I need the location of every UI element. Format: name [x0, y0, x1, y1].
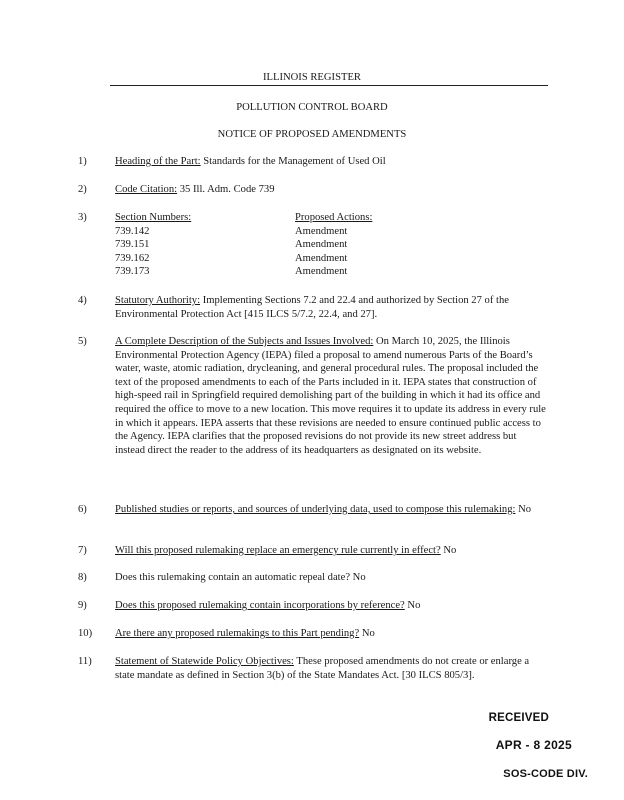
- item-number: 6): [78, 504, 87, 515]
- item-label: Heading of the Part:: [115, 156, 201, 167]
- section-number: 739.162: [115, 252, 150, 264]
- proposed-action: Amendment: [295, 266, 348, 278]
- proposed-action: Amendment: [295, 225, 348, 237]
- proposed-action: Amendment: [295, 252, 348, 264]
- item-text: Standards for the Management of Used Oil: [200, 156, 386, 167]
- item-label: Statutory Authority:: [115, 295, 201, 306]
- section-number: 739.173: [115, 266, 150, 278]
- section-number: 739.151: [115, 239, 150, 251]
- item-text: On March 10, 2025, the Illinois Environmental Protection Agency (IEPA) filed a proposal to amend numerous Parts of the Board’s water, waste, atomic radiation, drycleaning, and general procedural rules. The proposal included the text of the proposed amendments to each of the Parts included in it. IEPA states that construction of high-speed rail in Springfield required demolishing part of the building in which it had its office and required the office to move to a new location. This move requires it to update its address in every rule in which it appears. IEPA asserts that these revisions are needed to ensure continued public access to the Agency. IEPA clarifies that the proposed revisions do not provide its new street address but instead direct the reader to the address of its headquarters as designated on its website.: [115, 336, 546, 456]
- agency-name: POLLUTION CONTROL BOARD: [236, 102, 388, 113]
- proposed-action: Amendment: [295, 239, 348, 251]
- item-text: No: [359, 628, 375, 639]
- item-number: 1): [78, 156, 87, 167]
- item-label: Does this proposed rulemaking contain incorporations by reference?: [115, 600, 405, 611]
- item-label: Statement of Statewide Policy Objectives:: [115, 656, 294, 667]
- item-number: 7): [78, 545, 87, 556]
- item-number: 9): [78, 600, 87, 611]
- item-label: Are there any proposed rulemakings to this Part pending?: [115, 628, 360, 639]
- item-number: 11): [78, 656, 92, 667]
- item-label: Published studies or reports, and sources of underlying data, used to compose this rulemaking:: [115, 504, 516, 515]
- item-number: 5): [78, 336, 87, 347]
- item-text: These proposed amendments do not create or enlarge a state mandate as defined in Section 3(b) of the State Mandates Act. [30 ILCS 805/3].: [115, 656, 530, 681]
- proposed-actions-header: Proposed Actions:: [295, 212, 373, 223]
- item-number: 3): [78, 212, 87, 223]
- item-number: 10): [78, 628, 93, 639]
- item-text: No: [440, 545, 457, 556]
- item-number: 2): [78, 184, 87, 195]
- item-label: Code Citation:: [115, 184, 178, 195]
- header-rule: [110, 85, 548, 86]
- item-number: 4): [78, 295, 87, 306]
- register-title: ILLINOIS REGISTER: [263, 72, 361, 83]
- received-date-stamp: APR - 8 2025: [495, 738, 572, 752]
- item-text: No: [515, 504, 532, 515]
- item-text: 35 Ill. Adm. Code 739: [177, 184, 275, 195]
- division-stamp: SOS-CODE DIV.: [503, 768, 588, 780]
- proposed-actions-column: [295, 211, 495, 279]
- item-label: Will this proposed rulemaking replace an emergency rule currently in effect?: [115, 545, 441, 556]
- item-number: 8): [78, 572, 87, 583]
- received-stamp: RECEIVED: [488, 712, 549, 724]
- item-text: Does this rulemaking contain an automatic repeal date? No: [115, 572, 366, 583]
- section-number: 739.142: [115, 225, 150, 237]
- item-text: No: [404, 600, 421, 611]
- notice-title: NOTICE OF PROPOSED AMENDMENTS: [217, 129, 407, 140]
- section-numbers-header: Section Numbers:: [115, 212, 192, 223]
- section-numbers-column: [115, 211, 295, 279]
- item-text: Implementing Sections 7.2 and 22.4 and authorized by Section 27 of the Environmental Protection Act [415 ILCS 5/7.2, 22.4, and 27].: [115, 295, 509, 320]
- item-label: A Complete Description of the Subjects and Issues Involved:: [115, 336, 374, 347]
